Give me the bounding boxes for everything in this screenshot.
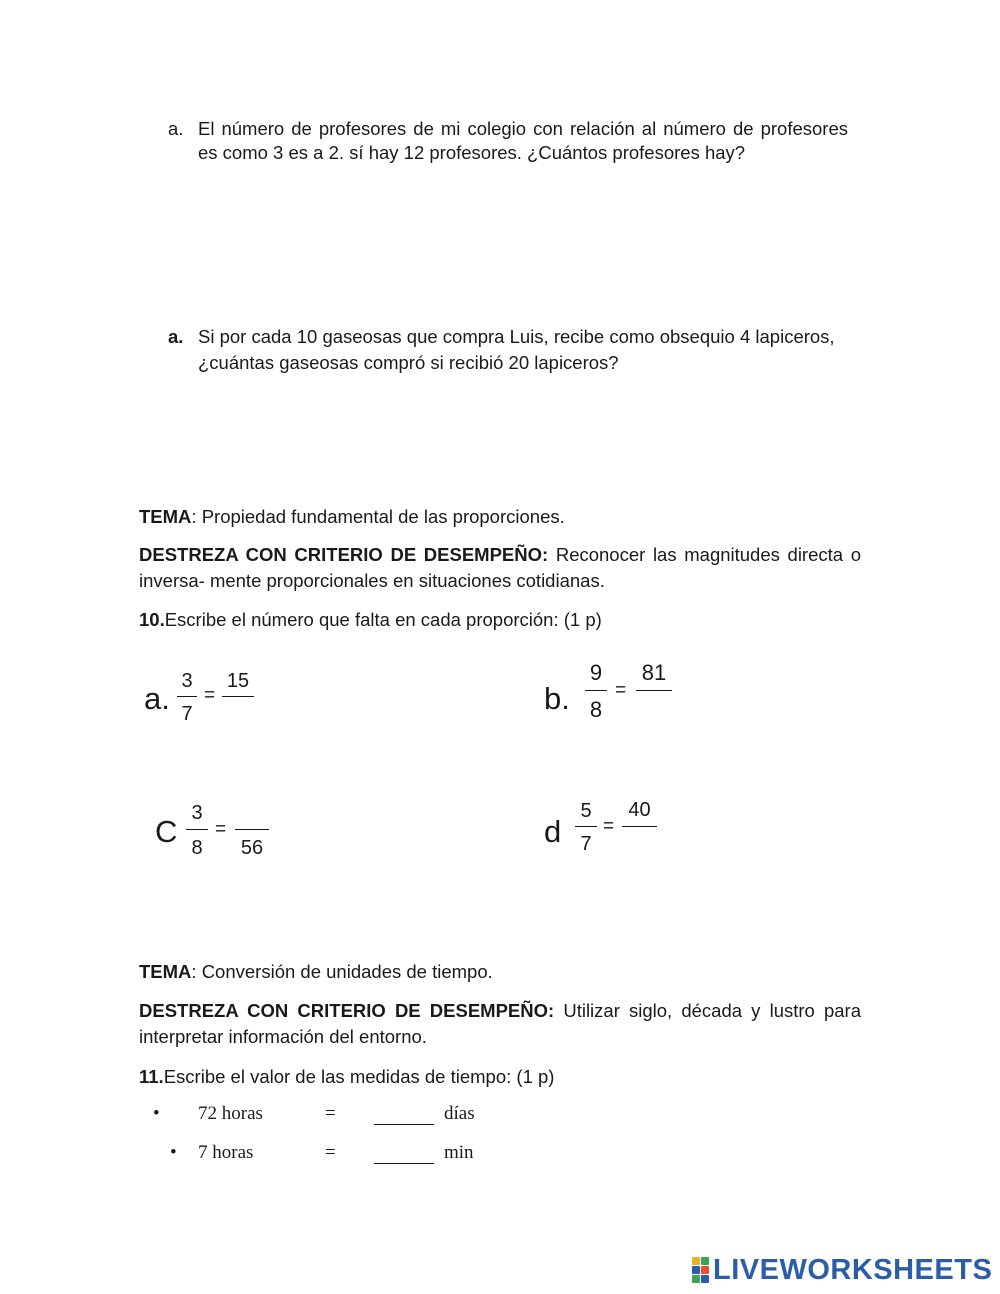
conversion-unit: min (444, 1142, 474, 1163)
answer-blank[interactable] (374, 1124, 434, 1125)
tema-text: : Propiedad fundamental de las proporciones. (191, 506, 565, 527)
bullet: • (170, 1142, 177, 1163)
equals-sign: = (615, 680, 627, 701)
equals-sign: = (325, 1103, 336, 1124)
denominator: 56 (240, 837, 264, 859)
numerator: 3 (191, 802, 203, 824)
denominator: 7 (181, 703, 193, 725)
numerator: 40 (628, 799, 651, 821)
fraction-bar (575, 826, 597, 827)
brand-name: LIVEWORKSHEETS (713, 1253, 993, 1286)
fraction-bar (177, 696, 197, 697)
question-text: El número de profesores de mi colegio con relación al número de profesores es como 3 es a 2. sí hay 12 profesores. ¿Cuántos profesores hay? (198, 118, 848, 163)
question-label: a. (168, 326, 184, 347)
equals-sign: = (215, 819, 227, 840)
proportion-letter: b. (544, 681, 570, 716)
denominator: 8 (589, 697, 603, 722)
tema-tiempo (139, 959, 861, 985)
question-sodas (168, 324, 848, 376)
fraction-bar (186, 829, 208, 830)
tema-text: : Conversión de unidades de tiempo. (191, 961, 493, 982)
destreza-label: DESTREZA CON CRITERIO DE DESEMPEÑO: (139, 544, 549, 565)
destreza-text: Reconocer las magnitudes directa o inversa- mente proporcionales en situaciones cotidianas. (139, 544, 861, 591)
numerator: 15 (226, 670, 250, 692)
item-number: 11. (139, 1066, 164, 1087)
answer-blank[interactable] (622, 826, 657, 827)
denominator: 7 (580, 833, 592, 855)
equals-sign: = (325, 1142, 336, 1163)
numerator: 81 (641, 660, 667, 685)
tema-proporciones (139, 504, 861, 530)
answer-blank[interactable] (222, 696, 254, 697)
answer-blank[interactable] (636, 690, 672, 691)
question-text: Si por cada 10 gaseosas que compra Luis, recibe como obsequio 4 lapiceros, ¿cuántas gaseosas compró si recibió 20 lapiceros? (198, 326, 835, 373)
item-text: Escribe el valor de las medidas de tiempo: (1 p) (163, 1066, 555, 1087)
proportion-letter: d (544, 814, 562, 849)
answer-blank[interactable] (235, 829, 269, 830)
liveworksheets-logo (692, 1255, 992, 1285)
fraction-bar (585, 690, 607, 691)
question-teachers (168, 117, 848, 165)
destreza-text: Utilizar siglo, década y lustro para interpretar información del entorno. (139, 1000, 861, 1047)
equals-sign: = (603, 816, 615, 837)
proportion-letter: a. (144, 681, 170, 716)
conversion-unit: días (444, 1103, 475, 1124)
destreza-proporciones (139, 542, 861, 594)
conversion-quantity: 72 horas (198, 1103, 263, 1124)
item-10 (139, 607, 861, 633)
denominator: 8 (191, 837, 203, 859)
item-11 (139, 1064, 861, 1090)
tema-label: TEMA (139, 506, 192, 527)
numerator: 3 (181, 670, 193, 692)
destreza-tiempo (139, 998, 861, 1050)
proportion-letter: C (155, 814, 178, 849)
conversion-quantity: 7 horas (198, 1142, 254, 1163)
item-number: 10. (139, 609, 165, 630)
question-label: a. (168, 118, 184, 139)
answer-blank[interactable] (374, 1163, 434, 1164)
numerator: 9 (589, 660, 603, 685)
tema-label: TEMA (139, 961, 192, 982)
numerator: 5 (580, 800, 592, 822)
liveworksheets-icon (692, 1257, 709, 1283)
bullet: • (153, 1103, 160, 1124)
item-text: Escribe el número que falta en cada proporción: (1 p) (164, 609, 602, 630)
destreza-label: DESTREZA CON CRITERIO DE DESEMPEÑO: (139, 1000, 555, 1021)
equals-sign: = (204, 685, 216, 706)
